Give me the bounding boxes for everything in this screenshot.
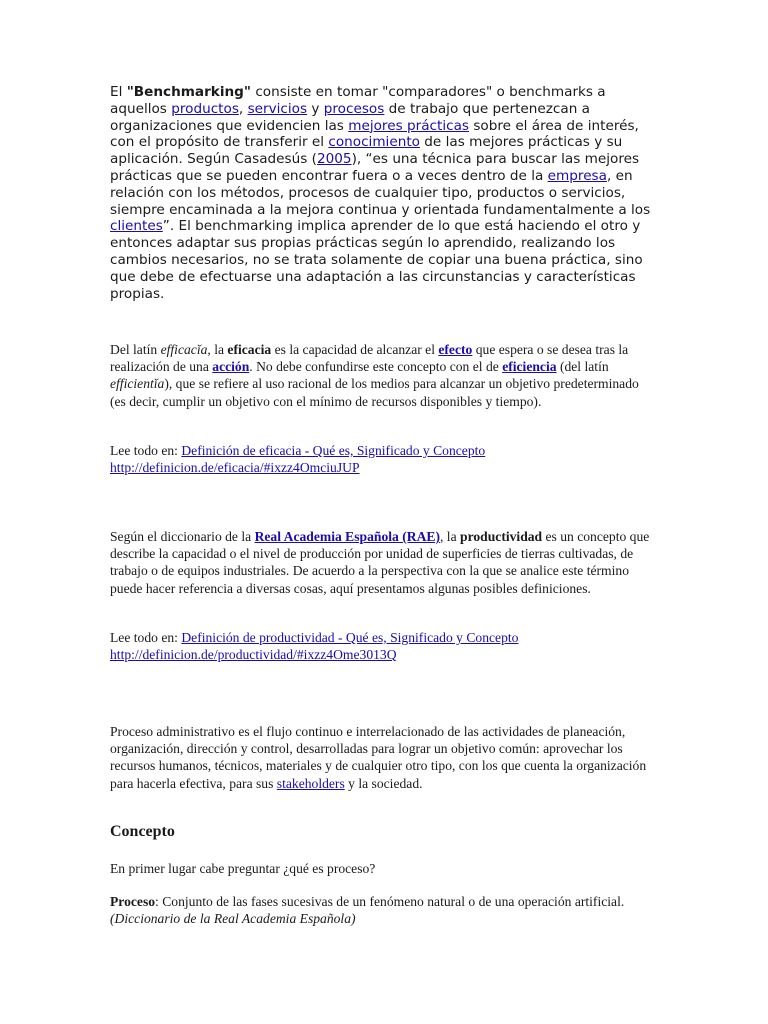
text: Proceso administrativo es el flujo continuo e interrelacionado de las actividades de planeación, organización, dirección y control, desarrolladas para lograr un objetivo común: aprovechar los recursos humanos, técnicos, materiales y de cualquier otro tipo, con los que cuenta la organización para hacerla efectiva, para sus: [110, 724, 647, 791]
text: Según el diccionario de la: [110, 529, 255, 544]
link-servicios[interactable]: servicios: [247, 100, 308, 117]
text: Lee todo en:: [110, 630, 182, 645]
text: Del latín: [110, 342, 161, 357]
text: ”. El benchmarking implica aprender de lo que está haciendo el otro y entonces adaptar sus propias prácticas según lo aprendido, realizando los cambios necesarios, no se trata solamente de copiar una buena práctica, sino que debe de efectuarse una adaptación a las circunstancias y características propias.: [110, 218, 643, 302]
text: sobre el área de interés, con el propósito de transferir el: [110, 117, 639, 151]
proceso-definition: [110, 893, 650, 927]
link-url-eficacia[interactable]: http://definicion.de/eficacia/#ixzz4OmciuJUP: [110, 460, 360, 476]
source-citation: (Diccionario de la Real Academia Española): [110, 911, 356, 927]
eficacia-term: eficacia: [227, 342, 272, 357]
text: El: [110, 84, 127, 100]
link-2005[interactable]: 2005: [316, 151, 352, 168]
link-clientes[interactable]: clientes: [110, 218, 163, 235]
text: que espera o se desea tras la realización de una: [110, 342, 629, 375]
link-definicion-eficacia[interactable]: Definición de eficacia - Qué es, Significado y Concepto: [181, 443, 486, 458]
link-definicion-productividad[interactable]: Definición de productividad - Qué es, Significado y Concepto: [181, 630, 519, 645]
text: ), “es una técnica para buscar las mejores prácticas que se pueden encontrar fuera o a veces dentro de la: [110, 151, 640, 184]
link-empresa[interactable]: empresa: [547, 167, 607, 184]
latin-term: efficacĭa: [160, 342, 208, 357]
text: Lee todo en:: [110, 443, 182, 458]
link-url-productividad[interactable]: http://definicion.de/productividad/#ixzz4Ome3013Q: [110, 647, 397, 663]
text: , la: [207, 342, 228, 357]
text: , en relación con los métodos, procesos de cualquier tipo, productos o servicios, siempre encaminada a la mejora continua y orientada fundamentalmente a los: [110, 167, 651, 218]
link-procesos[interactable]: procesos: [323, 100, 385, 117]
link-eficiencia[interactable]: eficiencia: [502, 359, 557, 375]
source-eficacia: [110, 442, 650, 476]
link-efecto[interactable]: efecto: [438, 342, 473, 357]
productividad-paragraph: [110, 528, 650, 597]
source-productividad: [110, 629, 650, 663]
link-accion[interactable]: acción: [212, 359, 250, 375]
text: . No debe confundirse este concepto con el de: [249, 359, 503, 375]
productividad-term: productividad: [460, 529, 543, 544]
link-productos[interactable]: productos: [171, 100, 239, 117]
text: : Conjunto de las fases sucesivas de un fenómeno natural o de una operación artificial.: [155, 894, 625, 909]
proceso-term: Proceso: [110, 894, 156, 909]
concepto-heading: Concepto: [110, 823, 175, 840]
text: consiste en tomar "comparadores" o benchmarks a aquellos: [110, 84, 606, 117]
text: y la sociedad.: [344, 775, 423, 791]
benchmarking-paragraph: [110, 84, 658, 302]
text: es un concepto que describe la capacidad o el nivel de producción por unidad de superficies de tierras cultivadas, de trabajo o de equipos industriales. De acuerdo a la perspectiva con la que se analice este término puede hacer referencia a diversas cosas, aquí presentamos algunas posibles definiciones.: [110, 529, 650, 596]
proceso-administrativo-paragraph: [110, 723, 650, 792]
latin-term: efficientĭa: [110, 376, 165, 392]
question-paragraph: En primer lugar cabe preguntar ¿qué es proceso?: [110, 861, 376, 876]
link-stakeholders[interactable]: stakeholders: [276, 775, 345, 791]
eficacia-paragraph: [110, 341, 650, 410]
text: ,: [238, 100, 248, 117]
link-mejores-practicas[interactable]: mejores prácticas: [348, 117, 469, 134]
text: (del latín: [556, 359, 609, 375]
link-rae[interactable]: Real Academia Española (RAE): [254, 529, 440, 544]
text: y: [307, 100, 324, 117]
text: , la: [440, 529, 461, 544]
link-conocimiento[interactable]: conocimiento: [328, 134, 420, 151]
text: ), que se refiere al uso racional de los medios para alcanzar un objetivo predeterminado (es decir, cumplir un objetivo con el mínimo de recursos disponibles y tiempo).: [110, 376, 639, 409]
text: es la capacidad de alcanzar el: [271, 342, 439, 357]
text: de trabajo que pertenezcan a organizaciones que evidencien las: [110, 100, 590, 134]
benchmarking-term: "Benchmarking": [126, 84, 251, 100]
text: de las mejores prácticas y su aplicación. Según Casadesús (: [110, 134, 623, 168]
